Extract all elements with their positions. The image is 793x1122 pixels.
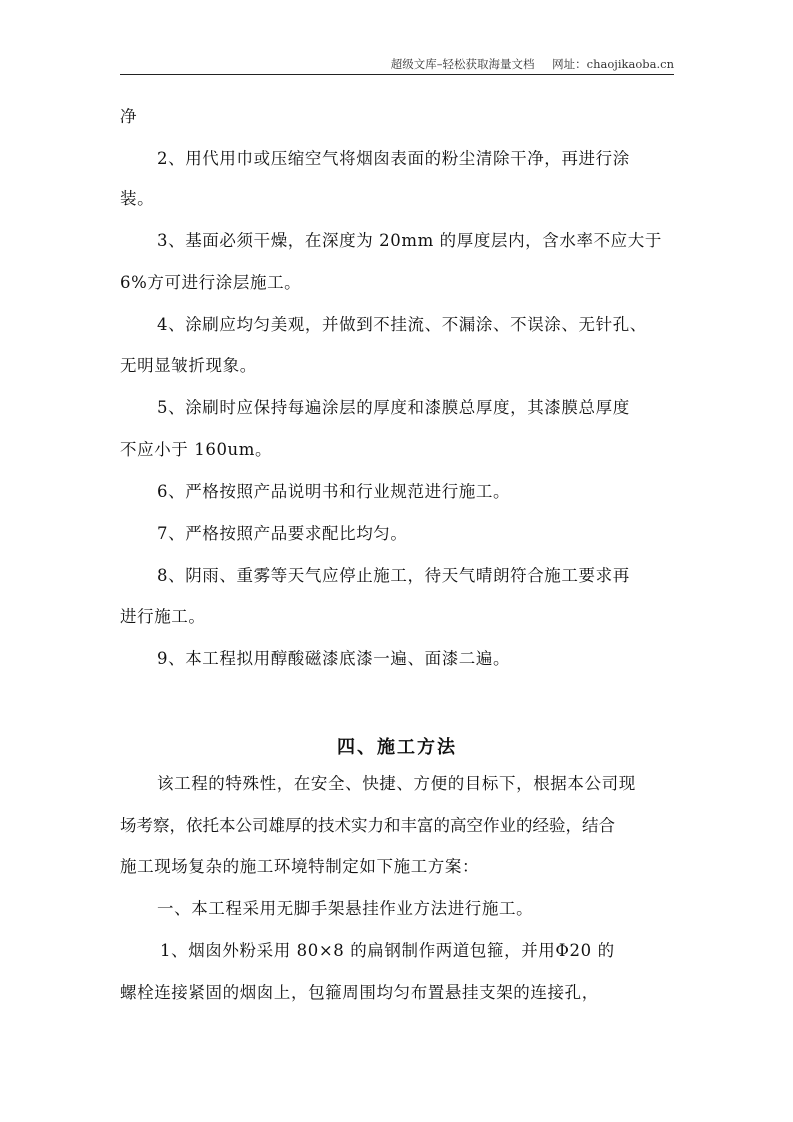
- paragraph-line: 1、烟囱外粉采用 80×8 的扁钢制作两道包箍，并用Φ20 的: [160, 941, 615, 960]
- header-url: 网址：chaojikaoba.cn: [552, 57, 674, 71]
- paragraph-line: 不应小于 160um。: [120, 440, 273, 459]
- section-heading: 四、施工方法: [337, 737, 457, 758]
- paragraph-line: 6%方可进行涂层施工。: [120, 273, 302, 292]
- paragraph-line: 该工程的特殊性，在安全、快捷、方便的目标下，根据本公司现: [157, 774, 636, 793]
- header-site-name: 超级文库–轻松获取海量文档: [390, 57, 535, 71]
- paragraph-line: 2、用代用巾或压缩空气将烟囱表面的粉尘清除干净，再进行涂: [157, 149, 630, 168]
- paragraph-line: 净: [120, 107, 138, 126]
- paragraph-line: 8、阴雨、重雾等天气应停止施工，待天气晴朗符合施工要求再: [157, 566, 630, 585]
- paragraph-line: 场考察，依托本公司雄厚的技术实力和丰富的高空作业的经验，结合: [120, 816, 615, 835]
- paragraph-line: 施工现场复杂的施工环境特制定如下施工方案：: [120, 857, 480, 876]
- paragraph-line: 7、严格按照产品要求配比均匀。: [157, 524, 408, 543]
- paragraph-line: 9、本工程拟用醇酸磁漆底漆一遍、面漆二遍。: [157, 649, 511, 668]
- paragraph-line: 6、严格按照产品说明书和行业规范进行施工。: [157, 482, 511, 501]
- paragraph-line: 5、涂刷时应保持每遍涂层的厚度和漆膜总厚度，其漆膜总厚度: [157, 398, 630, 417]
- paragraph-line: 进行施工。: [120, 607, 206, 626]
- paragraph-line: 一、本工程采用无脚手架悬挂作业方法进行施工。: [157, 899, 534, 918]
- paragraph-line: 4、涂刷应均匀美观，并做到不挂流、不漏涂、不误涂、无针孔、: [157, 315, 647, 334]
- page-header: [120, 56, 674, 75]
- paragraph-line: 螺栓连接紧固的烟囱上，包箍周围均匀布置悬挂支架的连接孔，: [120, 983, 599, 1002]
- paragraph-line: 无明显皱折现象。: [120, 356, 257, 375]
- paragraph-line: 装。: [120, 189, 155, 208]
- paragraph-line: 3、基面必须干燥，在深度为 20mm 的厚度层内，含水率不应大于: [157, 231, 662, 250]
